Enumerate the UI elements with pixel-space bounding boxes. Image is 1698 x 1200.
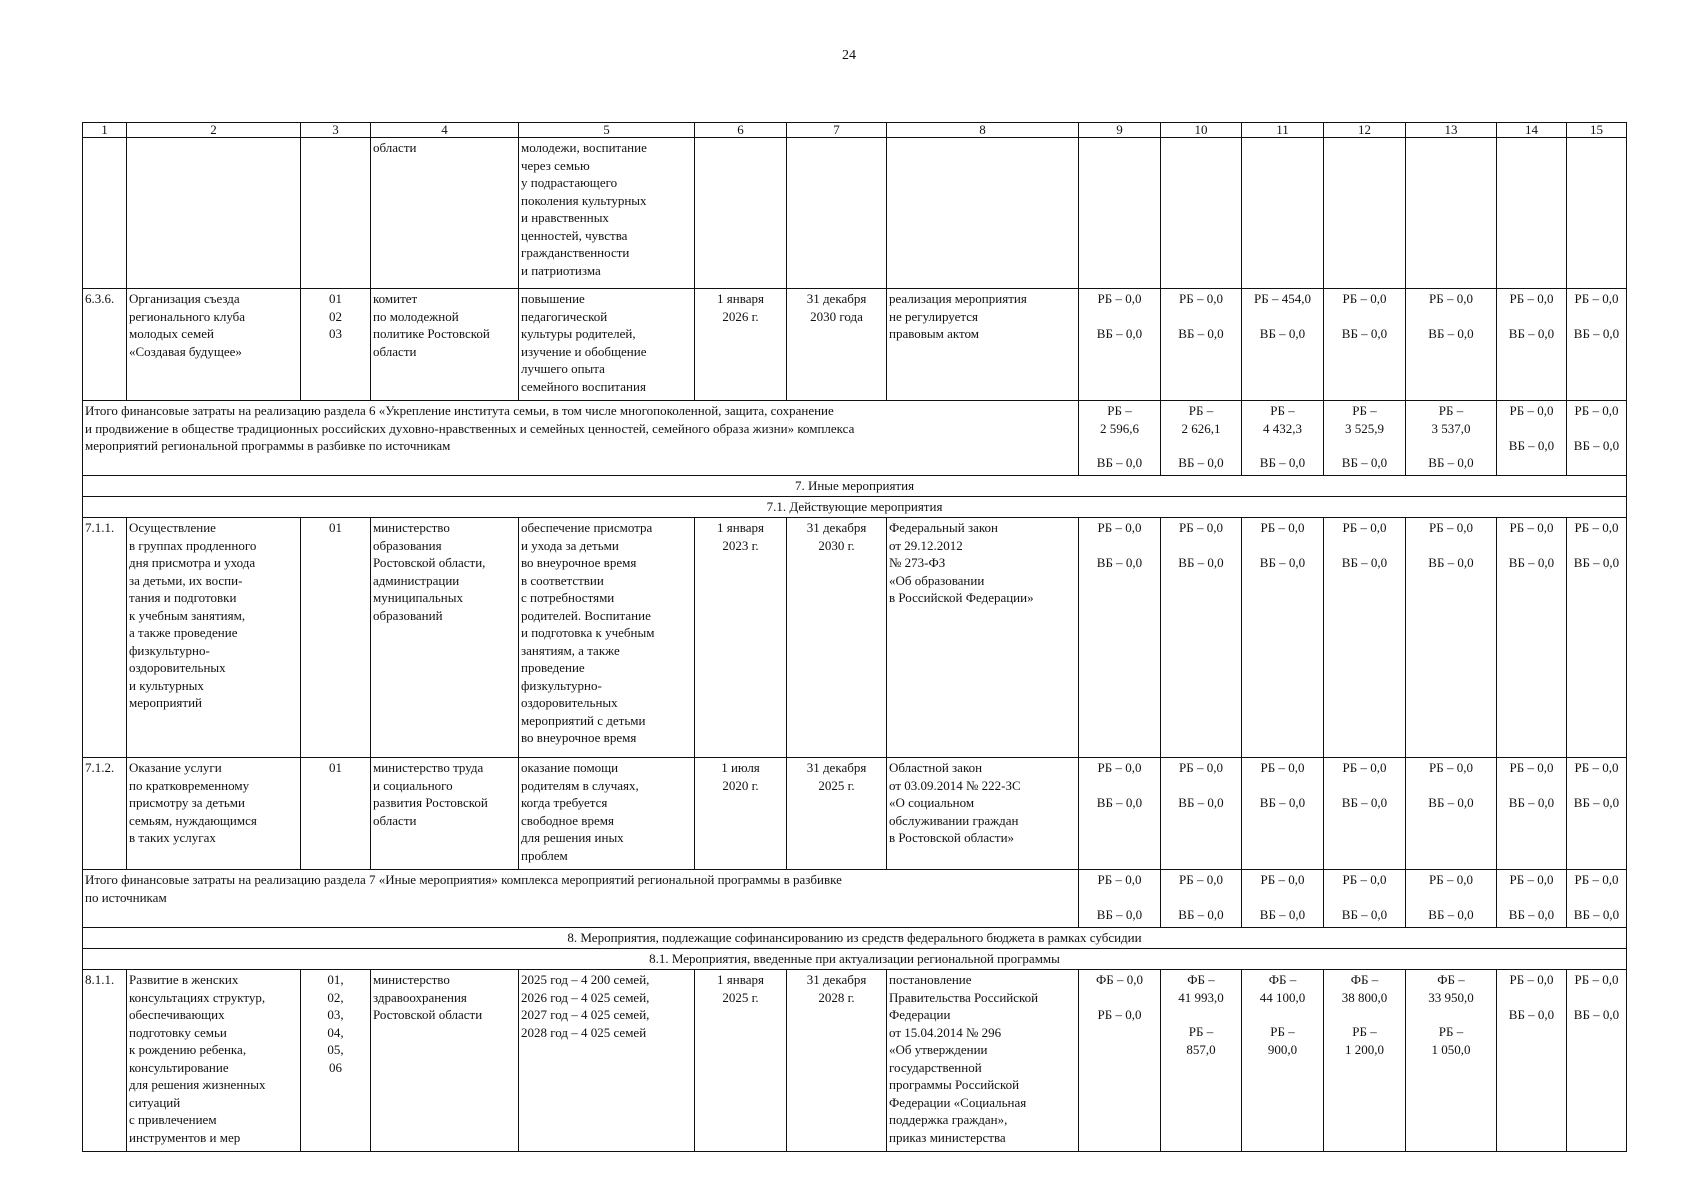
financing-primary: РБ – 0,0 [1509, 403, 1554, 418]
financing-secondary: ВБ – 0,0 [1178, 906, 1224, 922]
legal-act: Федеральный закон от 29.12.2012 № 273-ФЗ «Об образовании в Российской Федерации» [887, 518, 1079, 758]
codes-cell: 01, 02, 03, 04, 05, 06 [301, 970, 371, 1152]
financing-secondary: ВБ – 0,0 [1428, 325, 1474, 341]
financing-primary: РБ – 0,0 [1509, 520, 1554, 535]
financing-cell [1324, 518, 1406, 758]
financing-primary: РБ – 0,0 [1429, 872, 1473, 887]
start-date: 1 июля 2020 г. [695, 758, 787, 870]
col-header: 14 [1497, 123, 1567, 138]
total-row [83, 870, 1627, 928]
financing-cell [1079, 401, 1161, 476]
end-date: 31 декабря 2030 года [787, 289, 887, 401]
col-header: 7 [787, 123, 887, 138]
total-row [83, 401, 1627, 476]
financing-cell [1497, 401, 1567, 476]
financing-secondary: ВБ – 0,0 [1178, 455, 1224, 470]
financing-secondary: ВБ – 0,0 [1259, 455, 1306, 470]
financing-secondary: ВБ – 0,0 [1259, 325, 1306, 341]
financing-cell [1497, 289, 1567, 401]
result-cell: молодежи, воспитание через семью у подрастающего поколения культурных и нравственных ценностей, чувства гражданственности и патриотизма [519, 138, 695, 289]
financing-cell [1406, 970, 1497, 1152]
section-row [83, 476, 1627, 497]
end-date: 31 декабря 2030 г. [787, 518, 887, 758]
financing-secondary: ВБ – 0,0 [1341, 794, 1388, 810]
financing-cell [1324, 401, 1406, 476]
financing-secondary: ВБ – 0,0 [1428, 554, 1474, 570]
financing-primary: РБ – 0,0 [1342, 760, 1387, 775]
financing-cell [1324, 758, 1406, 870]
table-row [83, 289, 1627, 401]
financing-secondary: ВБ – 0,0 [1341, 325, 1388, 341]
financing-primary: РБ – 0,0 [1574, 520, 1619, 535]
financing-primary: РБ – 0,0 [1179, 760, 1223, 775]
financing-secondary: ВБ – 0,0 [1508, 437, 1555, 453]
financing-cell [1161, 289, 1242, 401]
result-cell: оказание помощи родителям в случаях, когда требуется свободное время для решения иных проблем [519, 758, 695, 870]
start-date: 1 января 2025 г. [695, 970, 787, 1152]
financing-cell [1161, 870, 1242, 928]
financing-primary: РБ – 0,0 [1260, 872, 1305, 887]
financing-secondary: ВБ – 0,0 [1508, 1006, 1555, 1022]
financing-secondary: ВБ – 0,0 [1096, 794, 1143, 810]
program-table [82, 122, 1627, 1152]
financing-secondary: ВБ – 0,0 [1508, 906, 1555, 922]
result-cell: повышение педагогической культуры родителей, изучение и обобщение лучшего опыта семейного воспитания [519, 289, 695, 401]
col-header: 13 [1406, 123, 1497, 138]
financing-secondary: ВБ – 0,0 [1341, 554, 1388, 570]
financing-primary: РБ – 0,0 [1179, 291, 1223, 306]
financing-cell [1242, 758, 1324, 870]
subsection-row [83, 497, 1627, 518]
financing-secondary: ВБ – 0,0 [1428, 455, 1474, 470]
financing-secondary: ВБ – 0,0 [1096, 554, 1143, 570]
financing-secondary: ВБ – 0,0 [1096, 906, 1143, 922]
executor-cell: области [371, 138, 519, 289]
financing-secondary: РБ – 0,0 [1097, 1006, 1142, 1022]
financing-primary: РБ – 2 596,6 [1100, 403, 1139, 436]
financing-primary: ФБ – 44 100,0 [1259, 972, 1306, 1005]
financing-primary: ФБ – 41 993,0 [1178, 972, 1224, 1005]
financing-cell [1242, 289, 1324, 401]
financing-cell [1497, 970, 1567, 1152]
result-cell: 2025 год – 4 200 семей, 2026 год – 4 025 семей, 2027 год – 4 025 семей, 2028 год – 4 025 семей [519, 970, 695, 1152]
financing-cell [1079, 870, 1161, 928]
financing-primary: РБ – 0,0 [1342, 520, 1387, 535]
financing-secondary: ВБ – 0,0 [1341, 906, 1388, 922]
col-header: 2 [127, 123, 301, 138]
financing-cell [1324, 870, 1406, 928]
financing-primary: РБ – 0,0 [1574, 872, 1619, 887]
financing-cell [1242, 970, 1324, 1152]
row-number: 7.1.2. [83, 758, 127, 870]
financing-primary: РБ – 0,0 [1429, 760, 1473, 775]
end-date: 31 декабря 2028 г. [787, 970, 887, 1152]
financing-cell [1406, 518, 1497, 758]
start-date: 1 января 2026 г. [695, 289, 787, 401]
financing-primary: ФБ – 33 950,0 [1428, 972, 1474, 1005]
financing-primary: РБ – 0,0 [1342, 872, 1387, 887]
executor-cell: министерство здравоохранения Ростовской области [371, 970, 519, 1152]
table-row [83, 758, 1627, 870]
section-title: 8. Мероприятия, подлежащие софинансированию из средств федерального бюджета в рамках субсидии [83, 928, 1627, 949]
col-header: 6 [695, 123, 787, 138]
row-number: 6.3.6. [83, 289, 127, 401]
financing-cell [1324, 970, 1406, 1152]
header-row [83, 123, 1627, 138]
financing-secondary: ВБ – 0,0 [1508, 794, 1555, 810]
measure-name: Организация съезда регионального клуба молодых семей «Создавая будущее» [127, 289, 301, 401]
financing-secondary: ВБ – 0,0 [1428, 906, 1474, 922]
table-row [83, 970, 1627, 1152]
legal-act: Областной закон от 03.09.2014 № 222-ЗС «О социальном обслуживании граждан в Ростовской области» [887, 758, 1079, 870]
financing-secondary: ВБ – 0,0 [1573, 554, 1620, 570]
financing-secondary: ВБ – 0,0 [1573, 794, 1620, 810]
financing-primary: РБ – 4 432,3 [1263, 403, 1302, 436]
financing-cell [1567, 518, 1627, 758]
financing-secondary: ВБ – 0,0 [1508, 554, 1555, 570]
executor-cell: комитет по молодежной политике Ростовской области [371, 289, 519, 401]
financing-secondary: ВБ – 0,0 [1508, 325, 1555, 341]
financing-secondary: ВБ – 0,0 [1178, 554, 1224, 570]
financing-cell [1567, 870, 1627, 928]
financing-primary: РБ – 0,0 [1429, 520, 1473, 535]
executor-cell: министерство образования Ростовской области, администрации муниципальных образований [371, 518, 519, 758]
financing-primary: РБ – 0,0 [1574, 291, 1619, 306]
financing-primary: РБ – 0,0 [1342, 291, 1387, 306]
financing-cell [1079, 970, 1161, 1152]
financing-secondary: ВБ – 0,0 [1573, 1006, 1620, 1022]
financing-secondary: ВБ – 0,0 [1259, 554, 1306, 570]
col-header: 12 [1324, 123, 1406, 138]
result-cell: обеспечение присмотра и ухода за детьми во внеурочное время в соответствии с потребностями родителей. Воспитание и подготовка к учебным занятиям, а также проведение физкультурно- оздоровительных мероприятий с детьми во внеурочное время [519, 518, 695, 758]
total-label: Итого финансовые затраты на реализацию раздела 6 «Укрепление института семьи, в том числе многопоколенной, защита, сохранение и продвижение в обществе традиционных российских духовно-нравственных и семейных ценностей, семейного образа жизни» комплекса мероприятий региональной программы в разбивке по источникам [83, 401, 1079, 476]
financing-primary: РБ – 0,0 [1260, 760, 1305, 775]
financing-primary: РБ – 0,0 [1097, 760, 1142, 775]
subsection-title: 8.1. Мероприятия, введенные при актуализации региональной программы [83, 949, 1627, 970]
financing-secondary: РБ – 857,0 [1186, 1024, 1216, 1057]
financing-cell [1161, 518, 1242, 758]
financing-cell [1406, 289, 1497, 401]
financing-cell [1567, 401, 1627, 476]
financing-cell [1161, 758, 1242, 870]
financing-primary: ФБ – 0,0 [1096, 972, 1143, 987]
financing-secondary: РБ – 900,0 [1267, 1024, 1298, 1057]
financing-cell [1567, 758, 1627, 870]
financing-primary: РБ – 3 525,9 [1345, 403, 1384, 436]
financing-primary: РБ – 0,0 [1429, 291, 1473, 306]
financing-primary: РБ – 0,0 [1574, 760, 1619, 775]
financing-primary: РБ – 0,0 [1509, 972, 1554, 987]
col-header: 15 [1567, 123, 1627, 138]
financing-primary: РБ – 0,0 [1097, 872, 1142, 887]
financing-secondary: ВБ – 0,0 [1573, 437, 1620, 453]
codes-cell: 01 02 03 [301, 289, 371, 401]
financing-cell [1242, 870, 1324, 928]
financing-secondary: ВБ – 0,0 [1573, 906, 1620, 922]
legal-act: реализация мероприятия не регулируется правовым актом [887, 289, 1079, 401]
financing-cell [1406, 870, 1497, 928]
col-header: 9 [1079, 123, 1161, 138]
financing-primary: РБ – 3 537,0 [1431, 403, 1471, 436]
financing-primary: РБ – 454,0 [1254, 291, 1311, 306]
financing-primary: ФБ – 38 800,0 [1341, 972, 1388, 1005]
financing-cell [1406, 401, 1497, 476]
financing-cell [1079, 289, 1161, 401]
financing-primary: РБ – 0,0 [1097, 291, 1142, 306]
financing-cell [1497, 518, 1567, 758]
col-header: 4 [371, 123, 519, 138]
financing-cell [1161, 401, 1242, 476]
row-number: 8.1.1. [83, 970, 127, 1152]
financing-primary: РБ – 0,0 [1260, 520, 1305, 535]
measure-name: Осуществление в группах продленного дня присмотра и ухода за детьми, их воспи- тания и подготовки к учебным занятиям, а также проведение физкультурно- оздоровительных и культурных мероприятий [127, 518, 301, 758]
financing-secondary: ВБ – 0,0 [1428, 794, 1474, 810]
financing-cell [1567, 289, 1627, 401]
subsection-title: 7.1. Действующие мероприятия [83, 497, 1627, 518]
codes-cell: 01 [301, 518, 371, 758]
financing-cell [1079, 758, 1161, 870]
financing-cell [1079, 518, 1161, 758]
financing-cell [1406, 758, 1497, 870]
financing-primary: РБ – 0,0 [1179, 520, 1223, 535]
measure-name: Развитие в женских консультациях структур, обеспечивающих подготовку семьи к рождению ребенка, консультирование для решения жизненных ситуаций с привлечением инструментов и мер [127, 970, 301, 1152]
col-header: 8 [887, 123, 1079, 138]
table-row [83, 518, 1627, 758]
financing-primary: РБ – 0,0 [1509, 872, 1554, 887]
financing-cell [1324, 289, 1406, 401]
col-header: 3 [301, 123, 371, 138]
row-number: 7.1.1. [83, 518, 127, 758]
col-header: 11 [1242, 123, 1324, 138]
financing-primary: РБ – 0,0 [1179, 872, 1223, 887]
financing-cell [1242, 401, 1324, 476]
financing-cell [1497, 870, 1567, 928]
end-date: 31 декабря 2025 г. [787, 758, 887, 870]
col-header: 1 [83, 123, 127, 138]
measure-name: Оказание услуги по кратковременному присмотру за детьми семьям, нуждающимся в таких услугах [127, 758, 301, 870]
financing-cell [1242, 518, 1324, 758]
financing-secondary: ВБ – 0,0 [1096, 325, 1143, 341]
financing-primary: РБ – 0,0 [1509, 291, 1554, 306]
section-row [83, 928, 1627, 949]
financing-secondary: ВБ – 0,0 [1341, 455, 1388, 470]
section-title: 7. Иные мероприятия [83, 476, 1627, 497]
col-header: 5 [519, 123, 695, 138]
legal-act: постановление Правительства Российской Федерации от 15.04.2014 № 296 «Об утверждении государственной программы Российской Федерации «Социальная поддержка граждан», приказ министерства [887, 970, 1079, 1152]
financing-secondary: ВБ – 0,0 [1259, 794, 1306, 810]
financing-cell [1497, 758, 1567, 870]
financing-cell [1567, 970, 1627, 1152]
codes-cell: 01 [301, 758, 371, 870]
financing-secondary: ВБ – 0,0 [1178, 325, 1224, 341]
subsection-row [83, 949, 1627, 970]
financing-primary: РБ – 0,0 [1097, 520, 1142, 535]
start-date: 1 января 2023 г. [695, 518, 787, 758]
table-row [83, 138, 1627, 289]
financing-secondary: ВБ – 0,0 [1259, 906, 1306, 922]
executor-cell: министерство труда и социального развития Ростовской области [371, 758, 519, 870]
financing-cell [1161, 970, 1242, 1152]
financing-secondary: РБ – 1 200,0 [1345, 1024, 1384, 1057]
financing-primary: РБ – 0,0 [1574, 403, 1619, 418]
financing-secondary: ВБ – 0,0 [1178, 794, 1224, 810]
financing-primary: РБ – 0,0 [1574, 972, 1619, 987]
financing-secondary: ВБ – 0,0 [1573, 325, 1620, 341]
page-number: 24 [842, 48, 856, 63]
col-header: 10 [1161, 123, 1242, 138]
financing-secondary: РБ – 1 050,0 [1431, 1024, 1471, 1057]
financing-secondary: ВБ – 0,0 [1096, 455, 1143, 470]
financing-primary: РБ – 2 626,1 [1181, 403, 1221, 436]
total-label: Итого финансовые затраты на реализацию раздела 7 «Иные мероприятия» комплекса мероприятий региональной программы в разбивке по источникам [83, 870, 1079, 928]
financing-primary: РБ – 0,0 [1509, 760, 1554, 775]
